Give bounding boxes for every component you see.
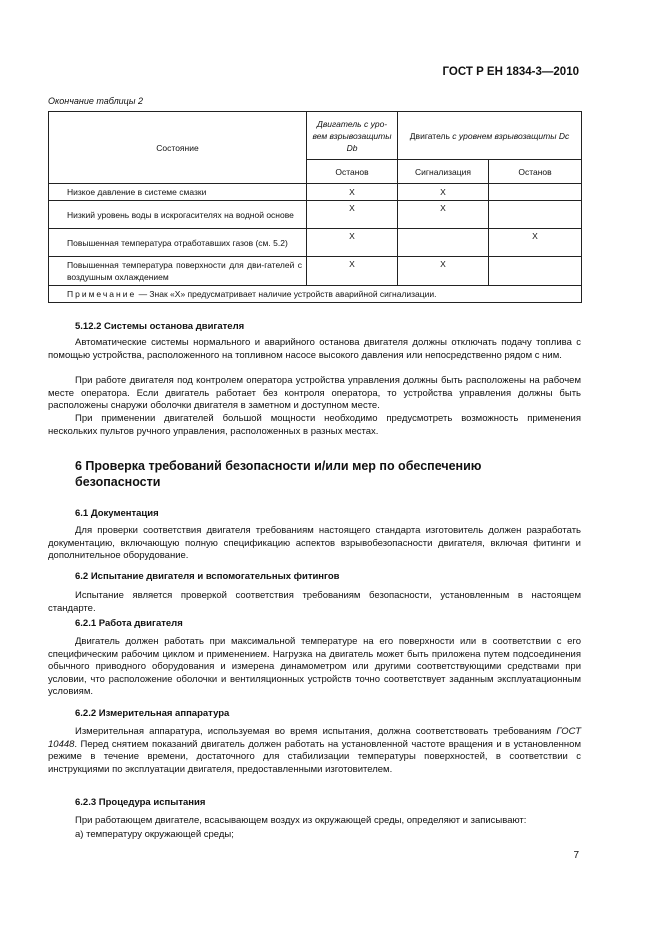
section-6-2-title: 6.2 Испытание двигателя и вспомогательных фитингов <box>75 571 340 582</box>
section-6-2-3-title: 6.2.3 Процедура испытания <box>75 797 206 808</box>
subheader-signal: Сигнализация <box>398 160 489 184</box>
section-6-2-2-title: 6.2.2 Измерительная аппаратура <box>75 708 230 719</box>
row-label: Повышенная температура поверхности для дви-гателей с воздушным охлаждением <box>49 257 307 286</box>
header-db <box>307 112 398 160</box>
cell-signal: X <box>398 201 489 229</box>
section-5-12-2-paragraph-3: При применении двигателей большой мощности необходимо предусмотреть возможность применения нескольких пультов ручного управления, расположенных в разных местах. <box>48 413 581 437</box>
cell-dc <box>489 257 582 286</box>
header-db-line-3: Db <box>346 142 358 153</box>
standard-header: ГОСТ Р ЕН 1834-3—2010 <box>442 66 579 78</box>
table-row <box>49 201 582 229</box>
cell-signal: X <box>398 184 489 201</box>
header-db-line-2: вем взрывозащиты <box>312 130 392 141</box>
section-6-1-title: 6.1 Документация <box>75 508 159 519</box>
header-db-line-1: Двигатель с уро- <box>316 118 388 129</box>
cell-dc: X <box>489 229 582 257</box>
section-6-2-2-paragraph <box>48 726 581 776</box>
row-label: Повышенная температура отработавших газов (см. 5.2) <box>49 229 307 257</box>
row-label: Низкое давление в системе смазки <box>49 184 307 201</box>
list-item-a: а) температуру окружающей среды; <box>75 829 234 840</box>
table-note <box>49 286 582 303</box>
subheader-stop-db: Останов <box>307 160 398 184</box>
table-row <box>49 257 582 286</box>
header-dc-italic: с уровнем взрывозащиты Dc <box>452 130 570 141</box>
section-6-2-2-text-a: Измерительная аппаратура, используемая во время испытания, должна соответствовать требованиям <box>75 726 557 737</box>
cell-dc <box>489 184 582 201</box>
section-5-12-2-paragraph-2: При работе двигателя под контролем оператора устройства управления должны быть расположены на рабочем месте оператора. Если двигатель работает без контроля оператора, то устройства управления должны быть расположены снаружи оболочки двигателя в заметном и доступном месте. <box>48 375 581 411</box>
cell-signal <box>398 229 489 257</box>
header-dc <box>398 112 582 160</box>
header-state: Состояние <box>49 112 307 184</box>
note-label: Примечание <box>67 289 137 299</box>
row-label: Низкий уровень воды в искрогасителях на водной основе <box>49 201 307 229</box>
cell-signal: X <box>398 257 489 286</box>
cell-db: X <box>307 201 398 229</box>
section-6-title: 6 Проверка требований безопасности и/или мер по обеспечению безопасности <box>75 459 482 489</box>
cell-db: X <box>307 184 398 201</box>
note-text: — Знак «X» предусматривает наличие устройств аварийной сигнализации. <box>136 289 437 299</box>
cell-db: X <box>307 229 398 257</box>
subheader-stop-dc: Останов <box>489 160 582 184</box>
table-2 <box>48 111 582 303</box>
table-caption: Окончание таблицы 2 <box>48 96 143 106</box>
page-number: 7 <box>573 850 579 861</box>
cell-dc <box>489 201 582 229</box>
section-5-12-2-title: 5.12.2 Системы останова двигателя <box>75 321 245 332</box>
section-6-2-1-title: 6.2.1 Работа двигателя <box>75 618 183 629</box>
section-6-2-paragraph: Испытание является проверкой соответствия требованиям безопасности, установленным в настоящем стандарте. <box>48 590 581 614</box>
section-6-2-3-paragraph: При работающем двигателе, всасывающем воздух из окружающей среды, определяют и записывают: <box>75 815 527 826</box>
section-5-12-2-paragraph-1: Автоматические системы нормального и аварийного останова двигателя должны отключать подачу топлива с помощью устройства, расположенного на топливном насосе высокого давления или непосредственно рядом с ним. <box>48 337 581 361</box>
section-6-2-2-text-b: . Перед снятием показаний двигатель должен работать на установленной частоте вращения и в установленном режиме в течение времени, достаточного для стабилизации температуры поверхностей, в соответствии с инструкциями по эксплуатации двигателя, предоставленными изготовителем. <box>48 738 581 775</box>
cell-db: X <box>307 257 398 286</box>
section-6-1-paragraph: Для проверки соответствия двигателя требованиям настоящего стандарта изготовитель должен разработать документацию, включающую полную спецификацию аспектов взрывобезопасности двигателя, включая фитинги и дополнительное оборудование. <box>48 525 581 561</box>
section-6-2-1-paragraph: Двигатель должен работать при максимальной температуре на его поверхности или в соответствии с его специфическим рабочим циклом и применением. Нагрузка на двигатель может быть приложена путем подсоединения обычного приводного оборудования и измерена динамометром или другими соответствующими средствами при условии, что расположение оболочки и вентиляционных устройств точно соответствует заданным эксплуатационным условиям. <box>48 636 581 697</box>
table-row <box>49 229 582 257</box>
header-dc-prefix: Двигатель <box>409 130 453 141</box>
table-row <box>49 184 582 201</box>
gost-reference: ГОСТ 10448 <box>48 726 581 750</box>
